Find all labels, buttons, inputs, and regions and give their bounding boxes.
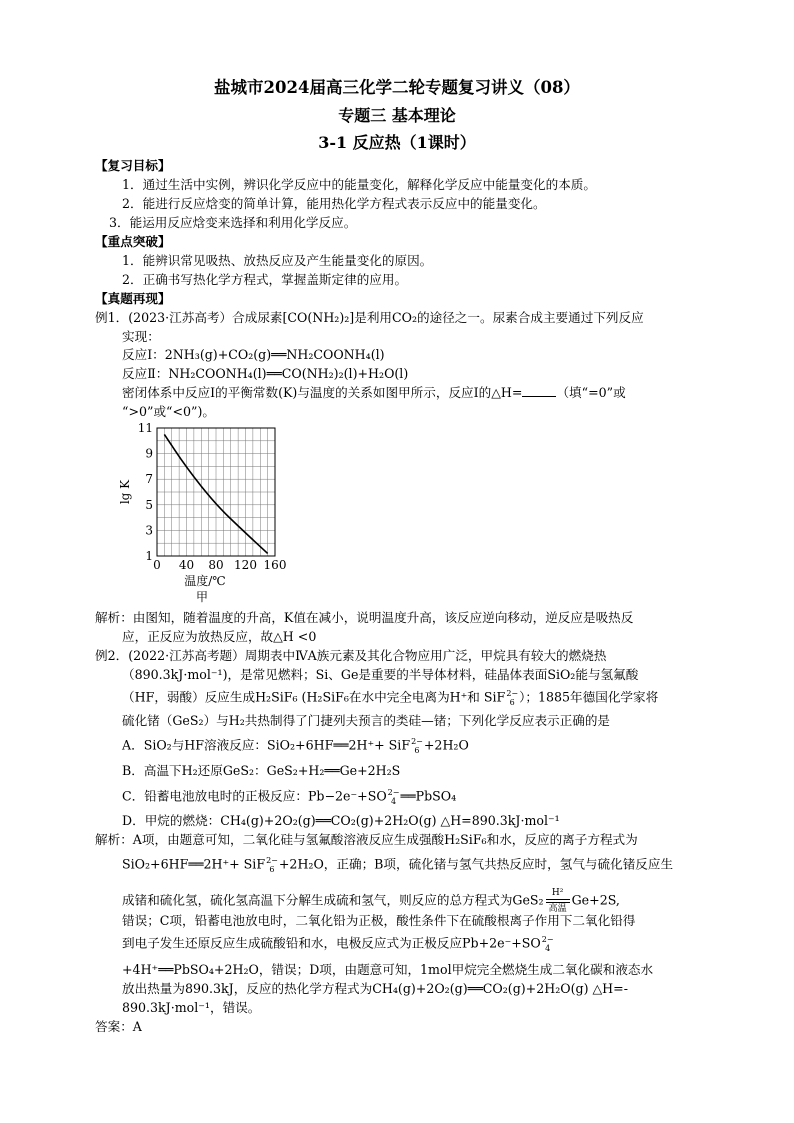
y-tick-label: 9: [145, 446, 153, 461]
ex1-question-line2: 实现：: [122, 329, 160, 344]
a2-text-end: +2H₂O，正确；B项，硫化锗与氢气共热反应时，氢气与硫化锗反应生: [278, 856, 674, 872]
answer: 答案：A: [95, 1019, 142, 1034]
y-tick-label: 3: [145, 523, 153, 538]
charge: 2−: [506, 689, 519, 698]
review-item-2: 2．能进行反应焓变的简单计算，能用热化学方程式表示反应中的能量变化。: [122, 196, 546, 211]
lgk-temperature-chart: [115, 418, 300, 613]
ex2-analysis-line3: [122, 888, 620, 914]
x-axis-label: 温度/℃: [184, 574, 226, 588]
subscript: 4: [545, 944, 551, 953]
ex2-analysis-line6: +4H⁺══PbSO₄+2H₂O，错误；D项，由题意可知，1mol甲烷完全燃烧生成二氧化碳和液态水: [122, 962, 654, 977]
double-line: [546, 899, 570, 903]
option-a-text-end: +2H₂O: [423, 737, 469, 753]
sif6-ion: [506, 689, 518, 707]
condition-bottom: 高温: [548, 904, 567, 914]
ex1-reaction-1: 反应Ⅰ：2NH₃(g)+CO₂(g)══NH₂COONH₄(l): [122, 347, 385, 362]
so4-ion: [542, 935, 554, 953]
a3-text: 成锗和硫化氢，硫化氢高温下分解生成硫和氢气，则反应的总方程式为GeS₂: [122, 892, 544, 908]
key-item-2: 2．正确书写热化学方程式，掌握盖斯定律的应用。: [122, 272, 408, 287]
subscript: 6: [509, 698, 515, 707]
x-tick-label: 40: [178, 558, 195, 572]
ex1-analysis-line2: 应，正反应为放热反应，故△H <0: [122, 629, 317, 644]
x-tick-label: 0: [153, 558, 161, 572]
ex1-question-line4: “>0”或“<0”)。: [122, 404, 215, 419]
subscript: 4: [391, 797, 397, 806]
a3-text-end: Ge+2S,: [571, 892, 620, 908]
ex2-analysis-line2: [122, 856, 673, 874]
ex1-q-hint: （填“=0”或: [556, 385, 626, 400]
x-tick-label: 160: [263, 558, 287, 572]
ex2-question-line2: （890.3kJ·mol⁻¹)，是常见燃料；Si、Ge是重要的半导体材料，硅晶体表面SiO₂能与氢氟酸: [122, 667, 639, 682]
ex2-option-d: D．甲烷的燃烧：CH₄(g)+2O₂(g)══CO₂(g)+2H₂O(g) △H=890.3kJ·mol⁻¹: [122, 813, 560, 828]
section-exam: 【真题再现】: [95, 291, 171, 306]
key-item-1: 1．能辨识常见吸热、放热反应及产生能量变化的原因。: [122, 253, 433, 268]
ex2-analysis-line7: 放出热量为890.3kJ，反应的热化学方程式为CH₄(g)+2O₂(g)══CO₂(g)+2H₂O(g) △H=-: [122, 981, 628, 996]
ex2-question-line4: 硫化锗（GeS₂）与H₂共热制得了门捷列夫预言的类硅—锗；下列化学反应表示正确的是: [122, 713, 611, 728]
subscript: 6: [269, 865, 275, 874]
condition-top: H²: [551, 888, 564, 898]
ex1-question-line1: 例1．(2023·江苏高考）合成尿素[CO(NH₂)₂]是利用CO₂的途径之一。尿素合成主要通过下列反应: [95, 310, 644, 325]
y-axis-label: lg K: [118, 479, 132, 505]
x-tick-label: 120: [234, 558, 257, 572]
charge: 2−: [411, 737, 423, 746]
reaction-condition: [546, 888, 570, 914]
ex2-option-b: B．高温下H₂还原GeS₂：GeS₂+H₂══Ge+2H₂S: [122, 763, 401, 778]
ex1-question-line3: [122, 385, 626, 401]
y-tick-label: 5: [145, 497, 153, 512]
option-a-text: A．SiO₂与HF溶液反应：SiO₂+6HF══2H⁺+ SiF: [122, 737, 411, 753]
y-tick-label: 11: [137, 421, 153, 435]
ex2-option-c: [122, 788, 456, 806]
ex2-question-line1: 例2．(2022·江苏高考题）周期表中ⅣA族元素及其化合物应用广泛，甲烷具有较大的燃烧热: [95, 648, 607, 663]
a5-text: 到电子发生还原反应生成硫酸铅和水，电极反应式为正极反应Pb+2e⁻+SO: [122, 935, 541, 951]
charge: 2−: [266, 856, 278, 865]
option-c-text-end: ══PbSO₄: [400, 788, 457, 804]
answer-blank: [522, 385, 556, 397]
so4-ion: [388, 788, 400, 806]
review-item-1: 1．通过生活中实例，辨识化学反应中的能量变化，解释化学反应中能量变化的本质。: [122, 177, 596, 192]
page-title: 盐城市2024届高三化学二轮专题复习讲义（08）: [214, 78, 580, 97]
ex2-analysis-line1: 解析：A项，由题意可知，二氧化硅与氢氟酸溶液反应生成强酸H₂SiF₆和水，反应的离子方程式为: [95, 832, 638, 847]
review-item-3: 3．能运用反应焓变来选择和利用化学反应。: [109, 215, 357, 230]
sif6-ion: [266, 856, 278, 874]
lesson-title: 3-1 反应热（1课时）: [318, 133, 476, 152]
ex1-analysis-line1: 解析：由图知，随着温度的升高，K值在减小，说明温度升高，该反应逆向移动，逆反应是吸热反: [95, 610, 634, 625]
ex2-analysis-line4: 错误；C项，铅蓄电池放电时，二氧化铅为正极，酸性条件下在硫酸根离子作用下二氧化铅得: [122, 913, 636, 928]
ex2-analysis-line8: 890.3kJ·mol⁻¹，错误。: [122, 1000, 261, 1015]
section-key-points: 【重点突破】: [95, 234, 171, 249]
a2-text: SiO₂+6HF══2H⁺+ SiF: [122, 856, 266, 872]
ex2-question-line3: [122, 689, 658, 707]
ex2-q3-text: （HF，弱酸）反应生成H₂SiF₆ (H₂SiF₆在水中完全电离为H⁺和 SiF: [122, 689, 506, 705]
ex2-analysis-line5: [122, 935, 555, 953]
subscript: 6: [414, 746, 420, 755]
y-tick-label: 7: [145, 472, 153, 487]
charge: 2−: [387, 788, 400, 797]
option-c-text: C．铅蓄电池放电时的正极反应：Pb−2e⁻+SO: [122, 788, 387, 804]
x-tick-label: 80: [208, 558, 224, 572]
ex2-option-a: [122, 737, 469, 755]
ex1-q-text: 密闭体系中反应Ⅰ的平衡常数(K)与温度的关系如图甲所示，反应Ⅰ的△H=: [122, 385, 523, 400]
sif6-ion: [411, 737, 423, 755]
topic-title: 专题三 基本理论: [338, 106, 456, 125]
charge: 2−: [541, 935, 554, 944]
section-review-goals: 【复习目标】: [95, 158, 171, 173]
y-tick-label: 1: [145, 549, 153, 563]
chart-title: 甲: [195, 590, 209, 604]
ex2-q3-text-end: ）；1885年德国化学家将: [519, 689, 659, 705]
ex1-reaction-2: 反应Ⅱ：NH₂COONH₄(l)══CO(NH₂)₂(l)+H₂O(l): [122, 366, 409, 381]
